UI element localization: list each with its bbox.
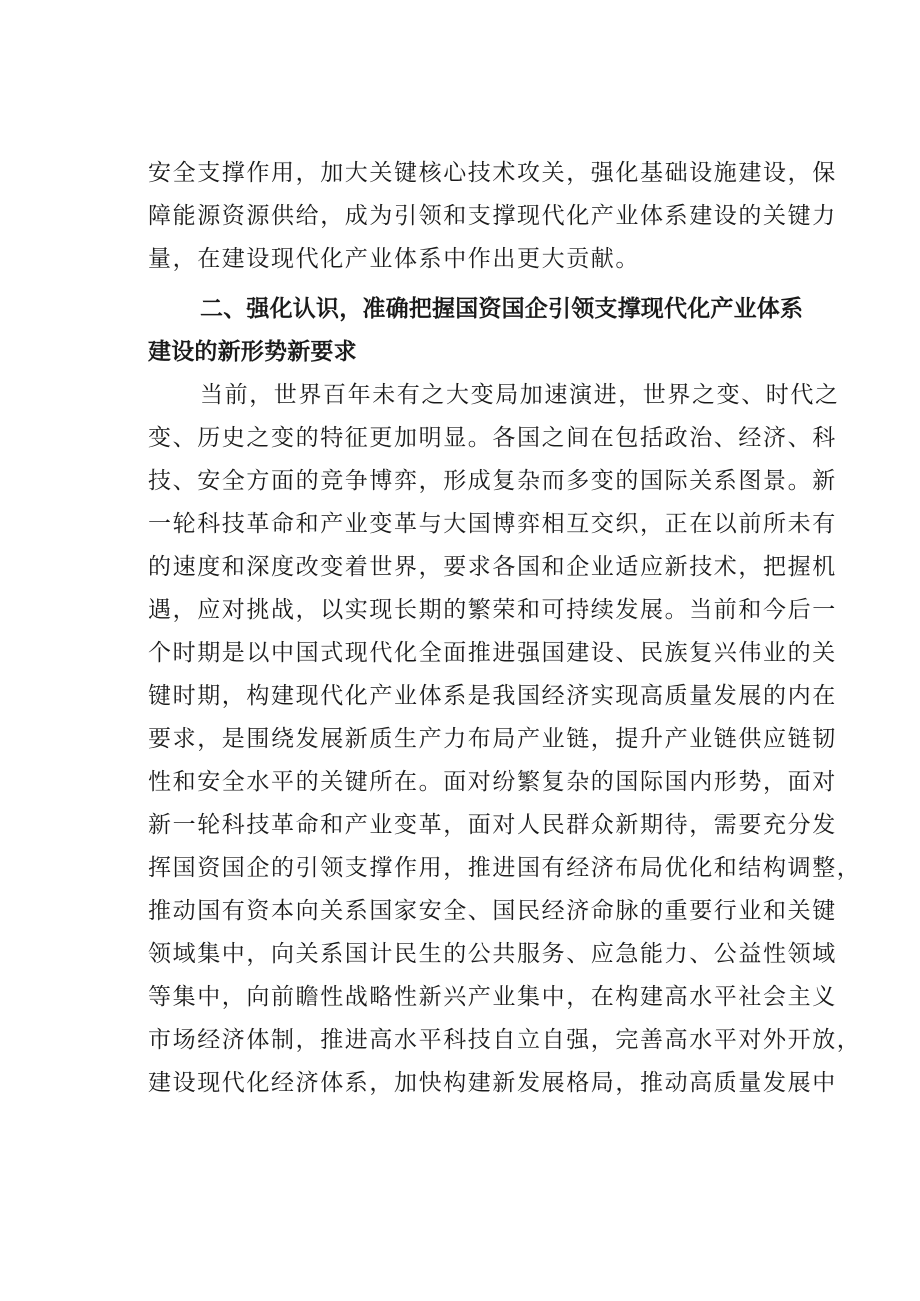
paragraph-line: 键时期，构建现代化产业体系是我国经济实现高质量发展的内在 bbox=[148, 683, 837, 709]
paragraph-line: 安全支撑作用，加大关键核心技术攻关，强化基础设施建设，保 bbox=[148, 160, 837, 186]
paragraph-line: 变、历史之变的特征更加明显。各国之间在包括政治、经济、科 bbox=[148, 425, 837, 451]
paragraph-line: 推动国有资本向关系国家安全、国民经济命脉的重要行业和关键 bbox=[148, 898, 837, 924]
paragraph-line: 领域集中，向关系国计民生的公共服务、应急能力、公益性领域 bbox=[148, 941, 837, 967]
paragraph-line: 一轮科技革命和产业变革与大国博弈相互交织，正在以前所未有 bbox=[148, 511, 837, 537]
paragraph-line: 遇，应对挑战，以实现长期的繁荣和可持续发展。当前和今后一 bbox=[148, 597, 837, 623]
paragraph-line: 的速度和深度改变着世界，要求各国和企业适应新技术，把握机 bbox=[148, 554, 837, 580]
paragraph-line: 新一轮科技革命和产业变革，面对人民群众新期待，需要充分发 bbox=[148, 812, 837, 838]
paragraph-line: 当前，世界百年未有之大变局加速演进，世界之变、时代之 bbox=[200, 382, 840, 408]
paragraph-line: 障能源资源供给，成为引领和支撑现代化产业体系建设的关键力 bbox=[148, 203, 837, 229]
paragraph-line: 量，在建设现代化产业体系中作出更大贡献。 bbox=[148, 246, 640, 272]
section-heading-line: 建设的新形势新要求 bbox=[148, 339, 357, 365]
paragraph-line: 等集中，向前瞻性战略性新兴产业集中，在构建高水平社会主义 bbox=[148, 984, 837, 1010]
paragraph-line: 挥国资国企的引领支撑作用，推进国有经济布局优化和结构调整， bbox=[148, 855, 862, 881]
paragraph-line: 性和安全水平的关键所在。面对纷繁复杂的国际国内形势，面对 bbox=[148, 769, 837, 795]
paragraph-line: 技、安全方面的竞争博弈，形成复杂而多变的国际关系图景。新 bbox=[148, 468, 837, 494]
paragraph-line: 要求，是围绕发展新质生产力布局产业链，提升产业链供应链韧 bbox=[148, 726, 837, 752]
section-heading-line: 二、强化认识，准确把握国资国企引领支撑现代化产业体系 bbox=[200, 296, 804, 322]
paragraph-line: 建设现代化经济体系，加快构建新发展格局，推动高质量发展中 bbox=[148, 1070, 837, 1096]
paragraph-line: 市场经济体制，推进高水平科技自立自强，完善高水平对外开放， bbox=[148, 1027, 862, 1053]
paragraph-line: 个时期是以中国式现代化全面推进强国建设、民族复兴伟业的关 bbox=[148, 640, 837, 666]
